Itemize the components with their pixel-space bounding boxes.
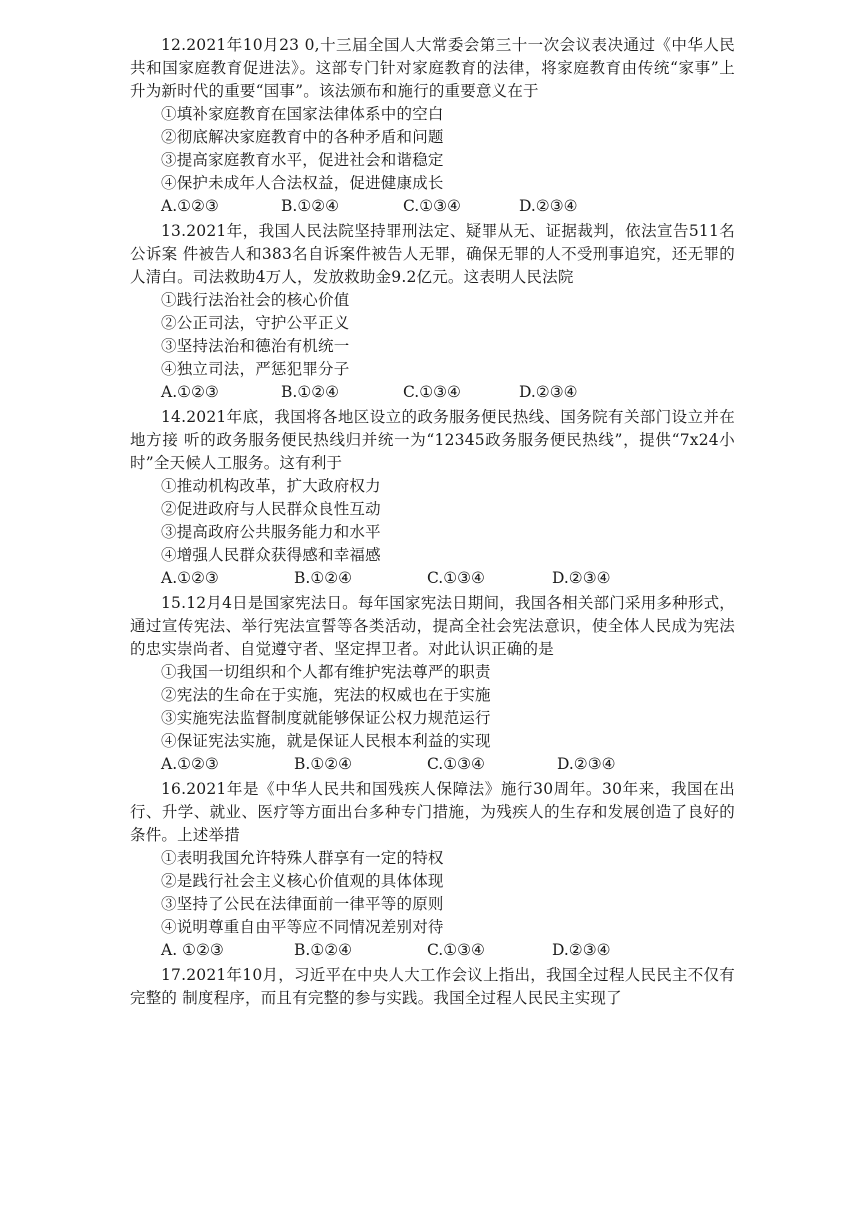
choice-d: D.②③④ [519, 197, 578, 215]
option-1: ①推动机构改革，扩大政府权力 [161, 477, 381, 495]
option-4: ④保证宪法实施，就是保证人民根本利益的实现 [161, 732, 491, 750]
option-4: ④独立司法，严惩犯罪分子 [161, 360, 350, 378]
option-4: ④保护未成年人合法权益，促进健康成长 [161, 174, 444, 192]
option-3: ③提高家庭教育水平，促进社会和谐稳定 [161, 151, 444, 169]
choice-a: A.①②③ [161, 569, 219, 587]
choice-d: D.②③④ [552, 941, 611, 959]
choice-c: C.①③④ [427, 941, 485, 959]
question-stem: 12.2021年10月23 0,十三届全国人大常委会第三十一次会议表决通过《中华人民共和国家庭教育促进法》。这部专门针对家庭教育的法律，将家庭教育由传统“家事”上升为新时代的重要“国事”。该法颁布和施行的重要意义在于 [130, 36, 735, 100]
option-1: ①表明我国允许特殊人群享有一定的特权 [161, 849, 444, 867]
choice-a: A.①②③ [161, 197, 219, 215]
option-1: ①践行法治社会的核心价值 [161, 291, 350, 309]
choice-b: B.①②④ [294, 941, 353, 959]
choice-c: C.①③④ [403, 197, 461, 215]
option-4: ④说明尊重自由平等应不同情况差别对待 [161, 918, 444, 936]
choice-b: B.①②④ [281, 383, 340, 401]
question-14 [130, 406, 735, 590]
question-13 [130, 220, 735, 404]
answer-choices [130, 939, 735, 962]
choice-a: A.①②③ [161, 755, 219, 773]
choice-a: A.①②③ [161, 383, 219, 401]
option-3: ③实施宪法监督制度就能够保证公权力规范运行 [161, 709, 491, 727]
question-16 [130, 778, 735, 962]
option-1: ①填补家庭教育在国家法律体系中的空白 [161, 105, 444, 123]
question-stem: 13.2021年，我国人民法院坚持罪刑法定、疑罪从无、证据裁判，依法宣告511名公诉案 件被告人和383名自诉案件被告人无罪，确保无罪的人不受刑事追究，还无罪的人清白。司法救助4万人，发放救助金9.2亿元。这表明人民法院 [130, 222, 735, 286]
answer-choices [130, 753, 735, 776]
answer-choices [130, 381, 735, 404]
choice-d: D.②③④ [557, 755, 616, 773]
option-2: ②彻底解决家庭教育中的各种矛盾和问题 [161, 128, 444, 146]
option-2: ②是践行社会主义核心价值观的具体体现 [161, 872, 444, 890]
choice-c: C.①③④ [403, 383, 461, 401]
choice-b: B.①②④ [294, 755, 353, 773]
choice-d: D.②③④ [519, 383, 578, 401]
choice-a: A. ①②③ [161, 941, 224, 959]
question-15 [130, 592, 735, 776]
question-stem: 15.12月4日是国家宪法日。每年国家宪法日期间，我国各相关部门采用多种形式，通过宣传宪法、举行宪法宣誓等各类活动，提高全社会宪法意识，使全体人民成为宪法的忠实崇尚者、自觉遵守者、坚定捍卫者。对此认识正确的是 [130, 594, 735, 658]
option-3: ③提高政府公共服务能力和水平 [161, 523, 381, 541]
answer-choices [130, 195, 735, 218]
choice-c: C.①③④ [427, 569, 485, 587]
question-stem: 16.2021年是《中华人民共和国残疾人保障法》施行30周年。30年来，我国在出行、升学、就业、医疗等方面出台多种专门措施，为残疾人的生存和发展创造了良好的条件。上述举措 [130, 780, 735, 844]
choice-b: B.①②④ [294, 569, 353, 587]
choice-c: C.①③④ [427, 755, 485, 773]
question-17 [130, 964, 735, 1010]
question-stem: 14.2021年底，我国将各地区设立的政务服务便民热线、国务院有关部门设立并在地方接 听的政务服务便民热线归并统一为“12345政务服务便民热线”，提供“7x24小时”全天候人工服务。这有利于 [130, 408, 735, 472]
option-3: ③坚持法治和德治有机统一 [161, 337, 350, 355]
answer-choices [130, 567, 735, 590]
option-3: ③坚持了公民在法律面前一律平等的原则 [161, 895, 444, 913]
choice-b: B.①②④ [281, 197, 340, 215]
option-2: ②公正司法，守护公平正义 [161, 314, 350, 332]
option-2: ②促进政府与人民群众良性互动 [161, 500, 381, 518]
choice-d: D.②③④ [552, 569, 611, 587]
question-stem: 17.2021年10月，习近平在中央人大工作会议上指出，我国全过程人民民主不仅有完整的 制度程序，而且有完整的参与实践。我国全过程人民民主实现了 [130, 966, 735, 1007]
option-4: ④增强人民群众获得感和幸福感 [161, 546, 381, 564]
option-2: ②宪法的生命在于实施，宪法的权威也在于实施 [161, 686, 491, 704]
question-12 [130, 34, 735, 218]
option-1: ①我国一切组织和个人都有维护宪法尊严的职责 [161, 663, 491, 681]
question-list [130, 34, 735, 1010]
